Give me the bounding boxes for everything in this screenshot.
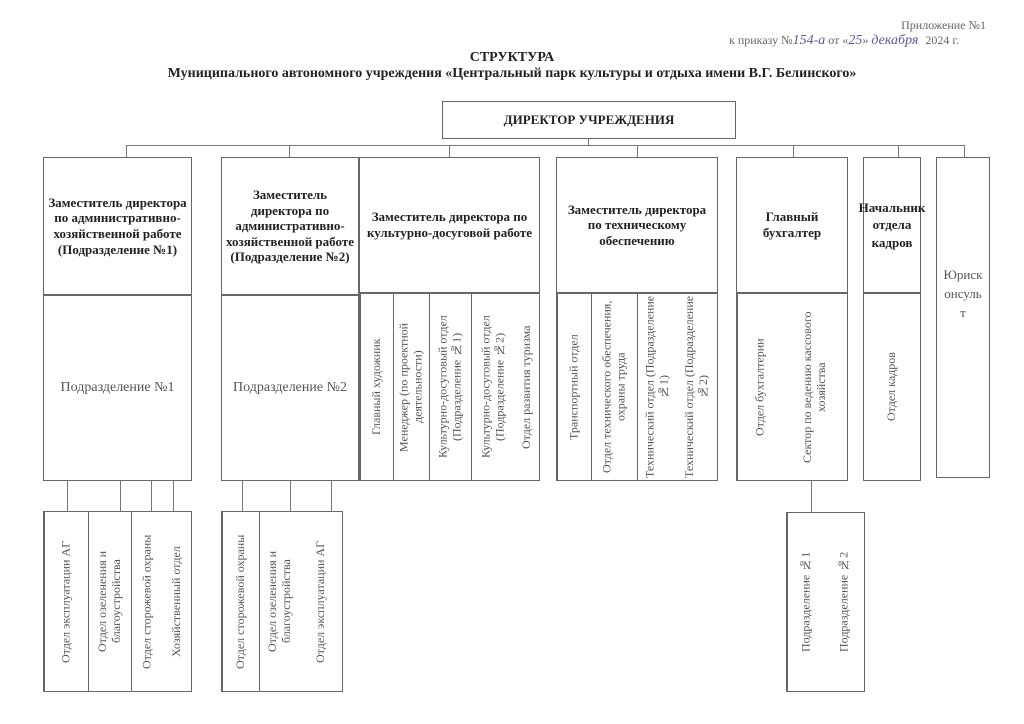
- order-number: 154-а: [792, 33, 826, 48]
- order-line: [729, 33, 959, 49]
- subunit-label: Отдел озеленения и благоустройства: [259, 512, 300, 691]
- connector-line: [898, 145, 899, 157]
- connector-line: [173, 481, 174, 511]
- unit-label: Отдел бухгалтерии: [737, 294, 783, 480]
- order-month: декабря: [871, 33, 919, 48]
- unit-label: Отдел кадров: [884, 352, 899, 422]
- unit-label: Отдел технического обеспечения, охраны труда: [591, 294, 637, 480]
- unit-box: [43, 295, 192, 481]
- dept-head-admin-1: [43, 157, 192, 295]
- doc-subtitle: Муниципального автономного учреждения «Центральный парк культуры и отдыха имени В.Г. Белинского»: [167, 66, 857, 81]
- unit-label: Культурно-досуговый отдел (Подразделение №2): [471, 294, 515, 480]
- unit-label: Технический отдел (Подразделение №1): [637, 294, 677, 480]
- subunit-label: Подразделение №1: [787, 513, 825, 691]
- connector-line: [964, 145, 965, 157]
- dept-head-label: Заместитель директора по административно-хозяйственной работе (Подразделение №2): [226, 187, 354, 265]
- dept-head-hr: [858, 157, 926, 293]
- order-prefix: к приказу №: [729, 33, 793, 47]
- connector-line: [126, 145, 127, 157]
- dept-head-label: Заместитель директора по административно-хозяйственной работе (Подразделение №1): [48, 194, 187, 257]
- unit-label: Подразделение №1: [60, 380, 175, 395]
- connector-line: [67, 481, 68, 511]
- unit-label: Технический отдел (Подразделение №2): [682, 295, 710, 479]
- director-label: ДИРЕКТОР УЧРЕЖДЕНИЯ: [503, 112, 675, 128]
- dept-head-technical: [556, 157, 718, 293]
- dept-head-label: Главный бухгалтер: [762, 209, 822, 240]
- dept-head-accountant: [736, 157, 848, 293]
- connector-line: [242, 481, 243, 511]
- order-year: 2024 г.: [925, 33, 959, 47]
- dept-head-admin-2: [221, 157, 359, 295]
- unit-label: Главный художник: [360, 294, 393, 480]
- unit-box: [221, 295, 359, 481]
- connector-line: [126, 145, 964, 146]
- subunit-label: Отдел озеленения и благоустройства: [88, 512, 131, 691]
- subunit-label: Подразделение №2: [836, 551, 851, 653]
- date-close: »: [862, 33, 869, 47]
- subunit-label: Отдел сторожевой охраны: [131, 512, 163, 691]
- dept-head-label: Начальник отдела кадров: [858, 199, 926, 250]
- connector-line: [637, 145, 638, 157]
- connector-line: [120, 481, 121, 511]
- subunit-label: Отдел сторожевой охраны: [222, 512, 259, 691]
- connector-line: [793, 145, 794, 157]
- appendix-title: Приложение №1: [901, 18, 986, 32]
- connector-line: [289, 145, 290, 157]
- subunit-label: Отдел эксплуатации АГ: [44, 512, 88, 691]
- connector-line: [290, 481, 291, 511]
- date-open: от «: [828, 33, 849, 47]
- subunit-label: Отдел эксплуатации АГ: [313, 540, 328, 663]
- connector-line: [449, 145, 450, 157]
- unit-label: Менеджер (по проектной деятельности): [393, 294, 429, 480]
- unit-label: Транспортный отдел: [557, 294, 591, 480]
- connector-line: [331, 481, 332, 511]
- director-box: [442, 101, 736, 139]
- unit-label: Отдел развития туризма: [519, 325, 534, 449]
- legal-advisor-label: Юрисконсульт: [943, 267, 983, 320]
- subunit-label: Хозяйственный отдел: [169, 546, 184, 657]
- dept-head-label: Заместитель директора по культурно-досуговой работе: [366, 209, 533, 240]
- doc-title: СТРУКТУРА: [469, 50, 555, 65]
- unit-label: Сектор по ведению кассового хозяйства: [800, 311, 828, 463]
- connector-line: [811, 481, 812, 512]
- dept-head-label: Заместитель директора по техническому обеспечению: [567, 201, 707, 248]
- connector-line: [151, 481, 152, 511]
- unit-label: Подразделение №2: [233, 380, 347, 395]
- order-day: 25: [848, 33, 863, 48]
- dept-head-culture: [359, 157, 540, 293]
- unit-label: Культурно-досуговый отдел (Подразделение №1): [429, 294, 471, 480]
